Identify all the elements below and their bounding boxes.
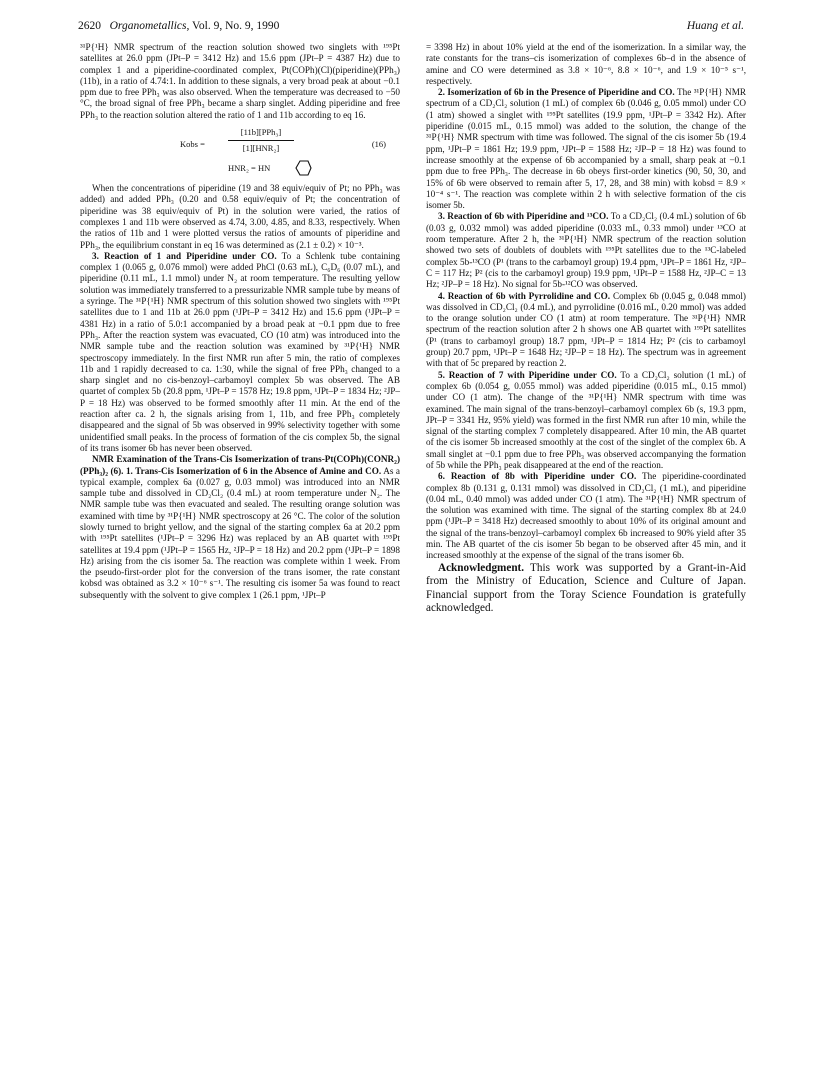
left-column (80, 42, 400, 601)
right-column (426, 42, 746, 616)
paragraph: 2. Isomerization of 6b in the Presence of Piperidine and CO. The ³¹P{¹H} NMR spectrum of a CD₂Cl₂ solution (1 mL) of complex 6b (0.046 g, 0.05 mmol) under CO (1 atm) showed a singlet with ¹⁹⁵Pt satellites (19.9 ppm, ¹JPt–P = 3342 Hz). After piperidine (0.015 mL, 0.15 mmol) was added to the solution, the change of the ³¹P{¹H} NMR spectrum with time was followed. The signal of the cis isomer 5b (19.4 ppm, ¹JPt–P = 1861 Hz; 19.9 ppm, ¹JPt–P = 1588 Hz; ²JP–P = 18 Hz) was found to increase smoothly at the expense of 6b accompanied by a small, sharp peak at −0.1 ppm due to free PPh₃. The decrease in 6b obeys first-order kinetics (90, 50, 30, and 15% of 6b were observed to remain after 5, 17, 28, and 38 min) with kobsd = 8.9 × 10⁻⁴ s⁻¹. The reaction was complete within 2 h with selective formation of the cis isomer 5b. (426, 87, 746, 211)
equation-fraction (228, 127, 294, 155)
equation-number: (16) (371, 139, 386, 150)
equation-numerator: [11b][PPh₃] (228, 127, 294, 141)
paragraph: NMR Examination of the Trans-Cis Isomerization of trans-Pt(COPh)(CONR₂)(PPh₃)₂ (6). 1. Trans-Cis Isomerization of 6 in the Absence of Amine and CO. As a typical example, complex 6a (0.027 g, 0.03 mmol) was introduced into an NMR sample tube and dissolved in CD₂Cl₂ (0.4 mL) at room temperature under N₂. The NMR sample tube was then evacuated and sealed. The resulting orange solution was examined with time by ³¹P{¹H} NMR spectroscopy at 26 °C. The color of the solution slowly turned to bright yellow, and the signal of the starting complex 6a at 20.2 ppm with ¹⁹⁵Pt satellites (¹JPt–P = 3296 Hz) was replaced by an AB quartet with ¹⁹⁵Pt satellites at 19.4 ppm (¹JPt–P = 1565 Hz, ²JP–P = 18 Hz) and 20.2 ppm (¹JPt–P = 1898 Hz) arising from the cis isomer 5a. The reaction was complete within 1 week. From the pseudo-first-order plot for the conversion of the trans isomer, the rate constant kobsd was obtained as 3.2 × 10⁻⁶ s⁻¹. The resulting cis isomer 5a was found to react subsequently with the solvent to give complex 1 (26.1 ppm, ¹JPt–P (80, 454, 401, 600)
paragraph: 3. Reaction of 1 and Piperidine under CO. To a Schlenk tube containing complex 1 (0.065 g, 0.076 mmol) were added PhCl (0.63 mL), C₆D₆ (0.07 mL), and piperidine (0.11 mL, 1.1 mmol) under N₂ at room temperature. The resulting yellow solution was immediately transferred to a pressurizable NMR sample tube by means of a syringe. The ³¹P{¹H} NMR spectrum of this solution showed two singlets with ¹⁹⁵Pt satellites due to 1 and 11b at 26.0 ppm (¹JPt–P = 3412 Hz) and 15.6 ppm (¹JPt–P = 4381 Hz) in a ratio of 5.0:1 accompanied by a broad peak at −0.1 ppm due to free PPh₃. After the reaction system was evacuated, CO (10 atm) was introduced into the NMR sample tube and the reaction solution was examined by ³¹P{¹H} NMR spectroscopy immediately. In the first NMR run after 5 min, the ratio of complexes 11b and 1 rapidly decreased to ca. 1:30, while the signal of free PPh₃ changed to a sharp singlet and no cis-benzoyl–carbamoyl complex 5b was observed. The AB quartet of complex 5b (20.8 ppm, ¹JPt–P = 1578 Hz; 19.8 ppm, ¹JPt–P = 1834 Hz; ²JP–P = 18 Hz) was observed to be formed smoothly after 11 min. At the end of the reaction after ca. 2 h, the signals arising from 1, 11b, and free PPh₃ completely disappeared and the signal of 5b was observed in 99% selectivity together with some unidentified small peaks. In the process of formation of the cis complex 5b, the signal of its trans isomer 6b has never been observed. (80, 250, 400, 453)
running-head (78, 20, 744, 36)
equation-lhs: Kobs = (180, 139, 205, 150)
section-heading: 6. Reaction of 8b with Piperidine under CO. (438, 471, 637, 482)
page-number: 2620 (78, 20, 101, 32)
piperidine-ring-icon (292, 159, 312, 177)
equation-definition: HNR₂ = HN (228, 163, 271, 174)
paragraph: 5. Reaction of 7 with Piperidine under CO. To a CD₂Cl₂ solution (1 mL) of complex 6b (0.054 g, 0.055 mmol) was added piperidine (0.015 mL, 0.15 mmol) under CO (1 atm). The change of the ³¹P{¹H} NMR spectrum with time was examined. The main signal of the trans-benzoyl–carbamoyl complex 6b (s, 19.3 ppm, JPt–P = 3341 Hz, 95% yield) was formed in the first NMR run after 10 min, while the signal of the starting complex 7 completely disappeared. After 10 min, the AB quartet of the cis isomer 5b increased smoothly at the cost of the singlet of the complex 6b. A small singlet at −0.1 ppm due to free PPh₃ was observed accompanying the formation of 5b while the PPh₃ peak disappeared at the end of the reaction. (426, 369, 746, 470)
volume-issue-year: Vol. 9, No. 9, 1990 (192, 20, 280, 32)
paragraph: = 3398 Hz) in about 10% yield at the end of the isomerization. In a similar way, the rate constants for the trans–cis isomerization of complexes 6b–d in the absence of amine and CO were determined as 3.8 × 10⁻⁶, 8.8 × 10⁻⁶, and 1.9 × 10⁻⁵ s⁻¹, respectively. (426, 42, 746, 86)
paragraph: 4. Reaction of 6b with Pyrrolidine and CO. Complex 6b (0.045 g, 0.048 mmol) was dissolved in CD₂Cl₂ (0.4 mL), and pyrrolidine (0.016 mL, 0.20 mmol) was added to the orange solution under CO (1 atm) at room temperature. The ³¹P{¹H} NMR spectrum of the reaction solution after 2 h shows one AB quartet with ¹⁹⁵Pt satellites (P¹ (trans to carbamoyl group) 18.7 ppm, ¹JPt–P = 1814 Hz; P² (cis to carbamoyl group) 20.7 ppm, ¹JPt–P = 1648 Hz; ²JP–P = 18 Hz). The spectrum was in agreement with that of 5c prepared by reaction 2. (426, 290, 746, 369)
section-heading: 3. Reaction of 1 and Piperidine under CO. (92, 250, 277, 261)
section-heading: 3. Reaction of 6b with Piperidine and ¹³CO. (438, 211, 609, 222)
paragraph: 3. Reaction of 6b with Piperidine and ¹³CO. To a CD₂Cl₂ (0.4 mL) solution of 6b (0.03 g, 0.032 mmol) was added piperidine (0.033 mL, 0.33 mmol) under ¹³CO at room temperature. After 2 h, the ³¹P{¹H} NMR spectrum of the reaction solution showed two sets of doublets of doublets with ¹⁹⁵Pt satellites due to the ¹³C-labeled complex 5b-¹³CO (P¹ (trans to the carbamoyl group) 19.4 ppm, ¹JPt–P = 1861 Hz, ²JP–C = 117 Hz; P² (cis to the carbamoyl group) 19.9 ppm, ¹JPt–P = 1588 Hz, ²JP–C = 13 Hz; ²JP–P = 18 Hz). No signal for 5b-¹²CO was observed. (426, 211, 746, 290)
journal-name: Organometallics, (109, 20, 190, 32)
acknowledgment-heading: Acknowledgment. (438, 561, 525, 574)
equation-16 (80, 125, 400, 181)
acknowledgment: Acknowledgment. This work was supported by a Grant-in-Aid from the Ministry of Education, Science and Culture of Japan. Financial support from the Toray Science Foundation is gratefully acknowledged. (426, 561, 746, 615)
section-heading: NMR Examination of the Trans-Cis Isomerization of trans-Pt(COPh)(CONR₂)(PPh₃)₂ (6). 1. Trans-Cis Isomerization of 6 in the Absence of Amine and CO. (80, 454, 400, 476)
section-heading: 4. Reaction of 6b with Pyrrolidine and CO. (438, 290, 611, 301)
paragraph: When the concentrations of piperidine (19 and 38 equiv/equiv of Pt; no PPh₃ was added) and added PPh₃ (0.20 and 0.58 equiv/equiv of Pt; the concentration of piperidine was 38 equiv/equiv of Pt) in the solution were varied, the ratios of complexes 1 and 11b were observed as 4.74, 3.00, 4.85, and 8.33, respectively. When the ratios of 11b and 1 were plotted versus the ratios of amounts of piperidine and PPh₃, the equilibrium constant in eq 16 was determined as (2.1 ± 0.2) × 10⁻³. (80, 183, 400, 250)
section-heading: 2. Isomerization of 6b in the Presence of Piperidine and CO. (438, 87, 675, 98)
paragraph: 6. Reaction of 8b with Piperidine under CO. The piperidine-coordinated complex 8b (0.131 g, 0.131 mmol) was dissolved in CD₂Cl₂ (1 mL), and piperidine (0.04 mL, 0.40 mmol) was added under CO (1 atm). The ³¹P{¹H} NMR spectrum of the solution was examined with time. The signal of the starting complex 8b at 24.0 ppm (¹JPt–P = 3418 Hz) decreased smoothly to about 10% of its original amount and the signal of the trans-benzoyl–carbamoyl complex 6b increased to 90% yield after 35 min. The AB quartet of the cis isomer 5b began to be observed after 45 min, and it increased smoothly at the expense of the signal of the trans isomer 6b. (426, 471, 746, 561)
header-authors: Huang et al. (686, 20, 744, 32)
header-citation (78, 20, 279, 32)
section-heading: 5. Reaction of 7 with Piperidine under CO. (438, 369, 617, 380)
paragraph: ³¹P{¹H} NMR spectrum of the reaction solution showed two singlets with ¹⁹⁵Pt satellites at 26.0 ppm (JPt–P = 3412 Hz) and 15.6 ppm (JPt–P = 4387 Hz) due to complex 1 and a piperidine-coordinated complex, Pt(COPh)(Cl)(piperidine)(PPh₃) (11b), in a ratio of 4.74:1. In addition to these signals, a very broad peak at about −0.1 ppm due to free PPh₃ was also observed. When the temperature was decreased to −50 °C, the broad signal of free PPh₃ became a sharp singlet. Adding piperidine and free PPh₃ to the reaction solution altered the ratio of 1 and 11b according to eq 16. (80, 42, 400, 120)
equation-denominator: [1][HNR₂] (242, 143, 280, 154)
